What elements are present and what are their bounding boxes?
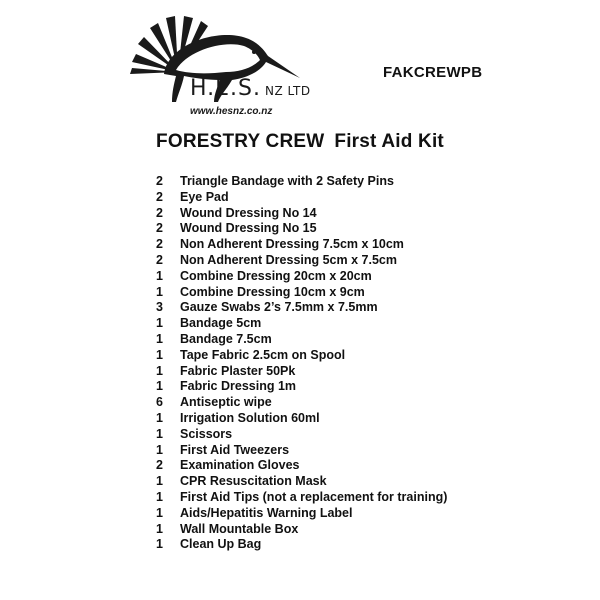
- list-item: [156, 253, 447, 269]
- item-name: Scissors: [180, 426, 233, 441]
- item-quantity: 2: [156, 237, 163, 252]
- item-quantity: 2: [156, 205, 163, 220]
- item-name: First Aid Tips (not a replacement for training): [180, 489, 448, 504]
- item-name: Eye Pad: [180, 189, 229, 204]
- list-item: [156, 474, 447, 490]
- item-name: Fabric Dressing 1m: [180, 379, 297, 394]
- list-item: [156, 285, 447, 301]
- item-name: CPR Resuscitation Mask: [180, 474, 327, 489]
- title-kit-name: FORESTRY CREW: [156, 131, 325, 152]
- item-quantity: 1: [156, 316, 163, 331]
- list-item: [156, 348, 447, 364]
- item-name: Clean Up Bag: [180, 537, 262, 552]
- item-name: Tape Fabric 2.5cm on Spool: [180, 347, 346, 362]
- list-item: [156, 506, 447, 522]
- item-quantity: 1: [156, 363, 163, 378]
- item-name: Combine Dressing 10cm x 9cm: [180, 284, 365, 299]
- list-item: [156, 364, 447, 380]
- item-quantity: 6: [156, 395, 163, 410]
- list-item: [156, 411, 447, 427]
- item-name: Examination Gloves: [180, 458, 300, 473]
- item-quantity: 1: [156, 521, 163, 536]
- item-quantity: 1: [156, 379, 163, 394]
- item-quantity: 1: [156, 331, 163, 346]
- list-item: [156, 332, 447, 348]
- item-quantity: 1: [156, 410, 163, 425]
- item-quantity: 1: [156, 284, 163, 299]
- item-quantity: 2: [156, 174, 163, 188]
- item-name: Bandage 5cm: [180, 316, 262, 331]
- list-item: [156, 316, 447, 332]
- list-item: [156, 206, 447, 222]
- item-name: Wall Mountable Box: [180, 521, 299, 536]
- item-quantity: 1: [156, 347, 163, 362]
- item-quantity: 1: [156, 474, 163, 489]
- item-quantity: 3: [156, 300, 163, 315]
- product-code: FAKCREWPB: [383, 64, 483, 81]
- list-item: [156, 379, 447, 395]
- list-item: [156, 537, 447, 553]
- list-item: [156, 490, 447, 506]
- item-quantity: 1: [156, 426, 163, 441]
- item-name: Gauze Swabs 2’s 7.5mm x 7.5mm: [180, 300, 378, 315]
- document-title: [0, 131, 600, 153]
- item-name: Wound Dressing No 14: [180, 205, 317, 220]
- logo-website-url: www.hesnz.co.nz: [190, 106, 273, 117]
- item-name: Combine Dressing 20cm x 20cm: [180, 268, 372, 283]
- list-item: [156, 190, 447, 206]
- item-name: First Aid Tweezers: [180, 442, 290, 457]
- item-quantity: 1: [156, 489, 163, 504]
- item-name: Non Adherent Dressing 5cm x 7.5cm: [180, 252, 397, 267]
- list-item: [156, 237, 447, 253]
- item-name: Antiseptic wipe: [180, 395, 272, 410]
- item-quantity: 1: [156, 442, 163, 457]
- list-item: [156, 300, 447, 316]
- list-item: [156, 174, 447, 190]
- item-quantity: 2: [156, 189, 163, 204]
- item-name: Wound Dressing No 15: [180, 221, 317, 236]
- item-name: Aids/Hepatitis Warning Label: [180, 505, 353, 520]
- item-name: Irrigation Solution 60ml: [180, 410, 320, 425]
- item-quantity: 1: [156, 268, 163, 283]
- list-item: [156, 221, 447, 237]
- item-name: Fabric Plaster 50Pk: [180, 363, 296, 378]
- list-item: [156, 443, 447, 459]
- list-item: [156, 458, 447, 474]
- list-item: [156, 395, 447, 411]
- list-item: [156, 427, 447, 443]
- list-item: [156, 269, 447, 285]
- item-quantity: 1: [156, 505, 163, 520]
- title-kit-type: First Aid Kit: [334, 131, 444, 152]
- item-quantity: 2: [156, 221, 163, 236]
- item-name: Triangle Bandage with 2 Safety Pins: [180, 174, 394, 188]
- company-logo: [128, 14, 311, 117]
- item-quantity: 1: [156, 537, 163, 552]
- kit-contents-list: [156, 174, 447, 553]
- logo-company-name: H.E.S. NZ LTD: [190, 76, 311, 101]
- item-name: Non Adherent Dressing 7.5cm x 10cm: [180, 237, 404, 252]
- list-item: [156, 522, 447, 538]
- item-quantity: 2: [156, 458, 163, 473]
- item-name: Bandage 7.5cm: [180, 331, 272, 346]
- item-quantity: 2: [156, 252, 163, 267]
